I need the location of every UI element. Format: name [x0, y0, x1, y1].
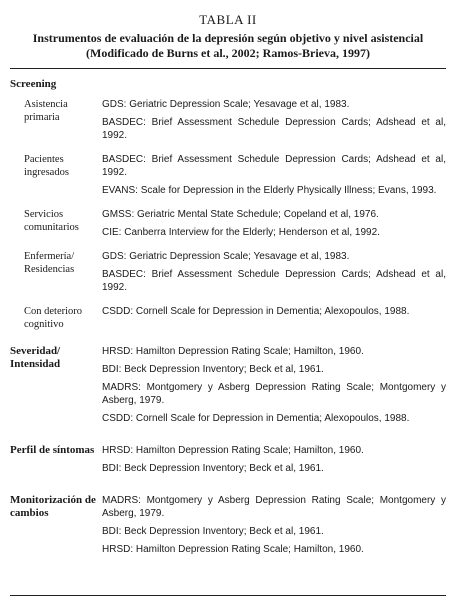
screening-row-pacientes [10, 153, 446, 202]
screening-row-deterioro [10, 305, 446, 331]
screening-row-enfermeria [10, 250, 446, 299]
bottom-rule [10, 595, 446, 596]
instruments-table [10, 78, 446, 561]
list-item: MADRS: Montgomery y Asberg Depression Rating Scale; Montgomery y Asberg, 1979. [102, 495, 446, 519]
table-title-line1: Instrumentos de evaluación de la depresión según objetivo y nivel asistencial [32, 31, 424, 45]
list-item: EVANS: Scale for Depression in the Elderly Physically Illness; Evans, 1993. [102, 185, 437, 196]
top-rule [10, 68, 446, 69]
row-label: Enfermería/ Residencias [24, 251, 75, 275]
section-title-screening: Screening [10, 78, 57, 90]
row-label: Pacientes ingresados [24, 154, 69, 178]
row-label: Asistencia primaria [24, 99, 68, 123]
monitorizacion-row [10, 494, 446, 561]
section-title-perfil: Perfil de síntomas [10, 444, 95, 456]
screening-row-asistencia [10, 98, 446, 147]
list-item: BDI: Beck Depression Inventory; Beck et al, 1961. [102, 526, 324, 537]
list-item: BASDEC: Brief Assessment Schedule Depression Cards; Adshead et al, 1992. [102, 154, 446, 178]
list-item: GDS: Geriatric Depression Scale; Yesavage et al, 1983. [102, 251, 350, 262]
row-label: Con deterioro cognitivo [24, 306, 83, 330]
screening-row-servicios [10, 208, 446, 244]
table-title [10, 31, 446, 61]
list-item: HRSD: Hamilton Depression Rating Scale; Hamilton, 1960. [102, 346, 364, 357]
list-item: HRSD: Hamilton Depression Rating Scale; Hamilton, 1960. [102, 445, 364, 456]
list-item: CSDD: Cornell Scale for Depression in Dementia; Alexopoulos, 1988. [102, 413, 410, 424]
row-label: Servicios comunitarios [24, 209, 79, 233]
list-item: CIE: Canberra Interview for the Elderly; Henderson et al, 1992. [102, 227, 380, 238]
list-item: GMSS: Geriatric Mental State Schedule; Copeland et al, 1976. [102, 209, 379, 220]
section-title-monitorizacion: Monitorización de cambios [10, 494, 96, 519]
table-label: TABLA II [199, 12, 257, 27]
list-item: BASDEC: Brief Assessment Schedule Depression Cards; Adshead et al, 1992. [102, 269, 446, 293]
table-title-line2: (Modificado de Burns et al., 2002; Ramos-Brieva, 1997) [86, 46, 370, 60]
list-item: BASDEC: Brief Assessment Schedule Depression Cards; Adshead et al, 1992. [102, 117, 446, 141]
list-item: BDI: Beck Depression Inventory; Beck et al, 1961. [102, 364, 324, 375]
perfil-row [10, 444, 446, 480]
list-item: BDI: Beck Depression Inventory; Beck et al, 1961. [102, 463, 324, 474]
severidad-row [10, 345, 446, 430]
list-item: GDS: Geriatric Depression Scale; Yesavage et al, 1983. [102, 99, 350, 110]
list-item: MADRS: Montgomery y Asberg Depression Rating Scale; Montgomery y Asberg, 1979. [102, 382, 446, 406]
section-title-severidad: Severidad/ Intensidad [10, 345, 61, 370]
list-item: CSDD: Cornell Scale for Depression in Dementia; Alexopoulos, 1988. [102, 306, 410, 317]
list-item: HRSD: Hamilton Depression Rating Scale; Hamilton, 1960. [102, 544, 364, 555]
